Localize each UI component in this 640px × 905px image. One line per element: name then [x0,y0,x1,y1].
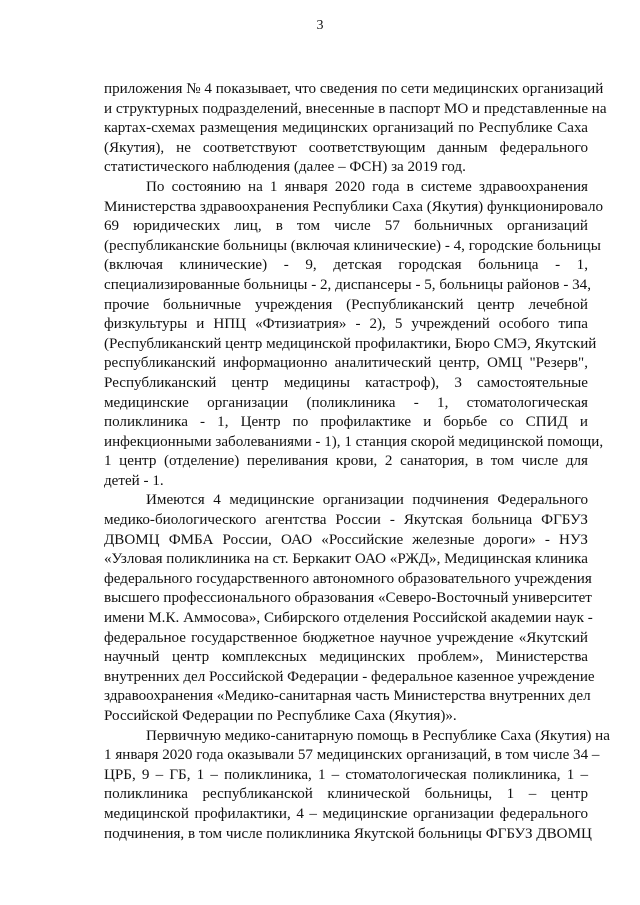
document-body [104,80,610,844]
text-line: (включая клинические) - 9, детская городская больница - 1, [104,257,588,274]
text-line: поликлиника - 1, Центр по профилактике и борьбе со СПИД и [104,414,588,431]
text-line: республиканский информационно аналитический центр, ОМЦ "Резерв", [104,355,588,372]
text-line: детей - 1. [104,472,164,489]
text-line: федерального государственного автономного образовательного учреждения [104,570,592,587]
text-line: медико-биологического агентства России - Якутская больница ФГБУЗ [104,512,588,529]
text-line: физкультуры и НПЦ «Фтизиатрия» - 2), 5 учреждений особого типа [104,316,588,333]
text-line: федеральное государственное бюджетное научное учреждение «Якутский [104,629,588,646]
text-line: 1 центр (отделение) переливания крови, 2 санатория, в том числе для [104,453,588,470]
text-line: приложения № 4 показывает, что сведения по сети медицинских организаций [104,81,604,97]
text-line: Российской Федерации по Республике Саха (Якутия)». [104,708,457,724]
text-line: имени М.К. Аммосова», Сибирского отделения Российской академии наук - [104,610,593,627]
paragraph [104,80,607,178]
text-line: «Узловая поликлиника на ст. Беркакит ОАО «РЖД», Медицинская клиника [104,551,588,568]
text-line: высшего профессионального образования «Северо-Восточный университет [104,590,592,607]
text-line: и структурных подразделений, внесенные в паспорт МО и представленные на [104,100,607,117]
text-line: медицинской профилактики, 4 – медицинские организации федерального [104,805,588,822]
text-line: 1 января 2020 года оказывали 57 медицинских организаций, в том числе 34 – [104,747,600,764]
page-number: 3 [316,18,324,33]
text-line: Первичную медико-санитарную помощь в Республике Саха (Якутия) на [146,727,610,744]
text-line: По состоянию на 1 января 2020 года в системе здравоохранения [146,178,588,195]
text-line: научный центр комплексных медицинских проблем», Министерства [104,649,588,666]
text-line: Имеются 4 медицинские организации подчинения Федерального [146,492,588,509]
text-line: здравоохранения «Медико-санитарная часть Министерства внутренних дел [104,688,591,705]
text-line: инфекционными заболеваниями - 1), 1 станция скорой медицинской помощи, [104,433,604,450]
text-line: Республиканский центр медицины катастроф), 3 самостоятельные [104,374,588,391]
text-line: (Якутия), не соответствуют соответствующим данным федерального [104,139,588,156]
text-line: картах-схемах размещения медицинских организаций по Республике Саха [104,120,588,137]
text-line: прочие больничные учреждения (Республиканский центр лечебной [104,296,588,313]
text-line: статистического наблюдения (далее – ФСН) за 2019 год. [104,159,466,176]
text-line: поликлиника республиканской клинической больницы, 1 – центр [104,786,588,803]
text-line: подчинения, в том числе поликлиника Якутской больницы ФГБУЗ ДВОМЦ [104,825,592,842]
text-line: ЦРБ, 9 – ГБ, 1 – поликлиника, 1 – стоматологическая поликлиника, 1 – [104,766,588,783]
text-line: (Республиканский центр медицинской профилактики, Бюро СМЭ, Якутский [104,335,597,352]
paragraph [104,727,610,845]
text-line: 69 юридических лиц, в том числе 57 больничных организаций [104,218,588,235]
text-line: специализированные больницы - 2, диспансеры - 5, больницы районов - 34, [104,276,591,293]
paragraph [104,491,595,726]
text-line: Министерства здравоохранения Республики Саха (Якутия) функционировало [104,198,604,215]
text-line: внутренних дел Российской Федерации - федеральное казенное учреждение [104,668,595,685]
text-line: ДВОМЦ ФМБА России, ОАО «Российские железные дороги» - НУЗ [104,531,588,548]
text-line: медицинские организации (поликлиника - 1, стоматологическая [104,394,588,411]
paragraph [104,178,604,492]
text-line: (республиканские больницы (включая клинические) - 4, городские больницы [104,237,601,254]
